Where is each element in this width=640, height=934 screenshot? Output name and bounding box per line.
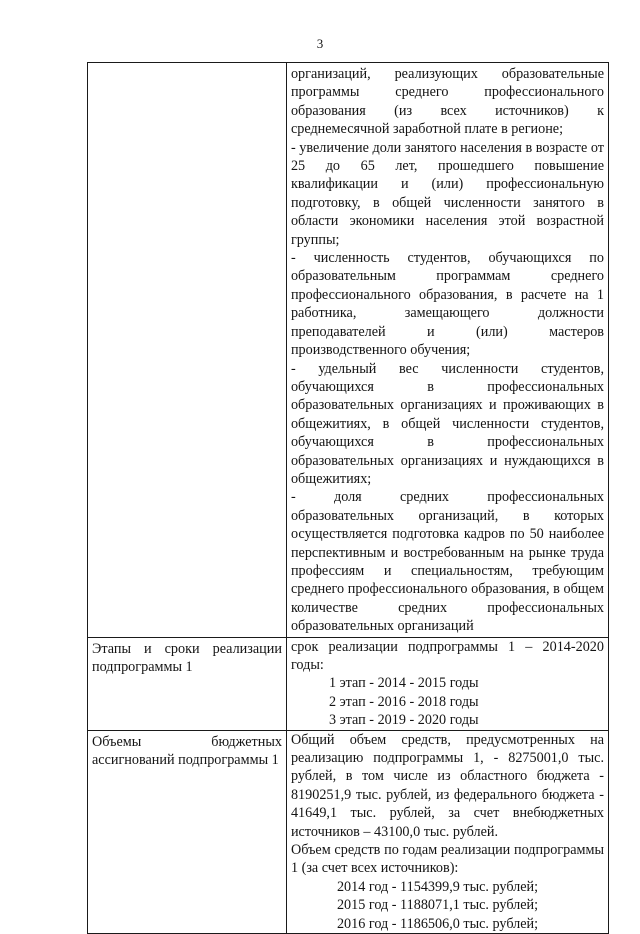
budget-year-item: 2014 год - 1154399,9 тыс. рублей; <box>336 878 539 895</box>
row-label-cell <box>88 637 287 730</box>
indicator-paragraph: - доля средних профессиональных образовательных организаций, в которых осуществляется подготовка кадров по 50 наиболее перспективным и востребованным на рынке труда профессиям и специальностям, требующим среднего профессионального образования, в общем количестве средних профессиональных образовательных организаций <box>290 489 604 635</box>
row-label-stages: Этапы и сроки реализации подпрограммы 1 <box>92 640 282 675</box>
indicator-paragraph: - численность студентов, обучающихся по образовательным программам среднего профессионального образования, в расчете на 1 работника, замещающего должности преподавателей и (или) мастеров производственного обучения; <box>290 250 604 359</box>
stage-item: 3 этап - 2019 - 2020 годы <box>328 712 479 729</box>
page-number: 3 <box>316 36 324 51</box>
row-label-empty <box>88 63 287 638</box>
stages-intro: срок реализации подпрограммы 1 – 2014-2020 годы: <box>290 638 604 673</box>
indicator-paragraph: - удельный вес численности студентов, обучающихся в профессиональных образовательных организациях и проживающих в общежитиях, в общей численности студентов, обучающихся в профессиональных образовательных организациях и нуждающихся в общежитиях; <box>290 360 604 487</box>
table-row-budget <box>88 730 609 933</box>
budget-cell <box>286 730 608 933</box>
budget-year-item: 2015 год - 1188071,1 тыс. рублей; <box>336 897 539 914</box>
indicator-paragraph: - увеличение доли занятого населения в возрасте от 25 до 65 лет, прошедшего повышение квалификации и (или) профессиональную подготовку, в общей численности занятого в области экономики населения этой возрастной группы; <box>290 139 604 248</box>
budget-year-item: 2016 год - 1186506,0 тыс. рублей; <box>336 915 539 932</box>
indicators-cell <box>286 63 608 638</box>
stages-cell <box>286 637 608 730</box>
stage-item: 1 этап - 2014 - 2015 годы <box>328 675 479 692</box>
table-row-stages <box>88 637 609 730</box>
row-label-budget: Объемы бюджетных ассигнований подпрограммы 1 <box>92 733 282 769</box>
budget-total-paragraph: Общий объем средств, предусмотренных на реализацию подпрограммы 1, - 8275001,0 тыс. рублей, в том числе из областного бюджета - 8190251,9 тыс. рублей, из федерального бюджета - 41649,1 тыс. рублей, за счет внебюджетных источников – 43100,0 тыс. рублей. <box>290 731 604 840</box>
stage-item: 2 этап - 2016 - 2018 годы <box>328 693 479 710</box>
row-label-cell <box>88 730 287 933</box>
budget-years-intro: Объем средств по годам реализации подпрограммы 1 (за счет всех источников): <box>290 842 604 877</box>
table-row-indicators <box>88 63 609 638</box>
passport-table <box>87 62 609 934</box>
indicator-paragraph: организаций, реализующих образовательные программы среднего профессионального образования (из всех источников) к среднемесячной заработной плате в регионе; <box>290 66 604 138</box>
